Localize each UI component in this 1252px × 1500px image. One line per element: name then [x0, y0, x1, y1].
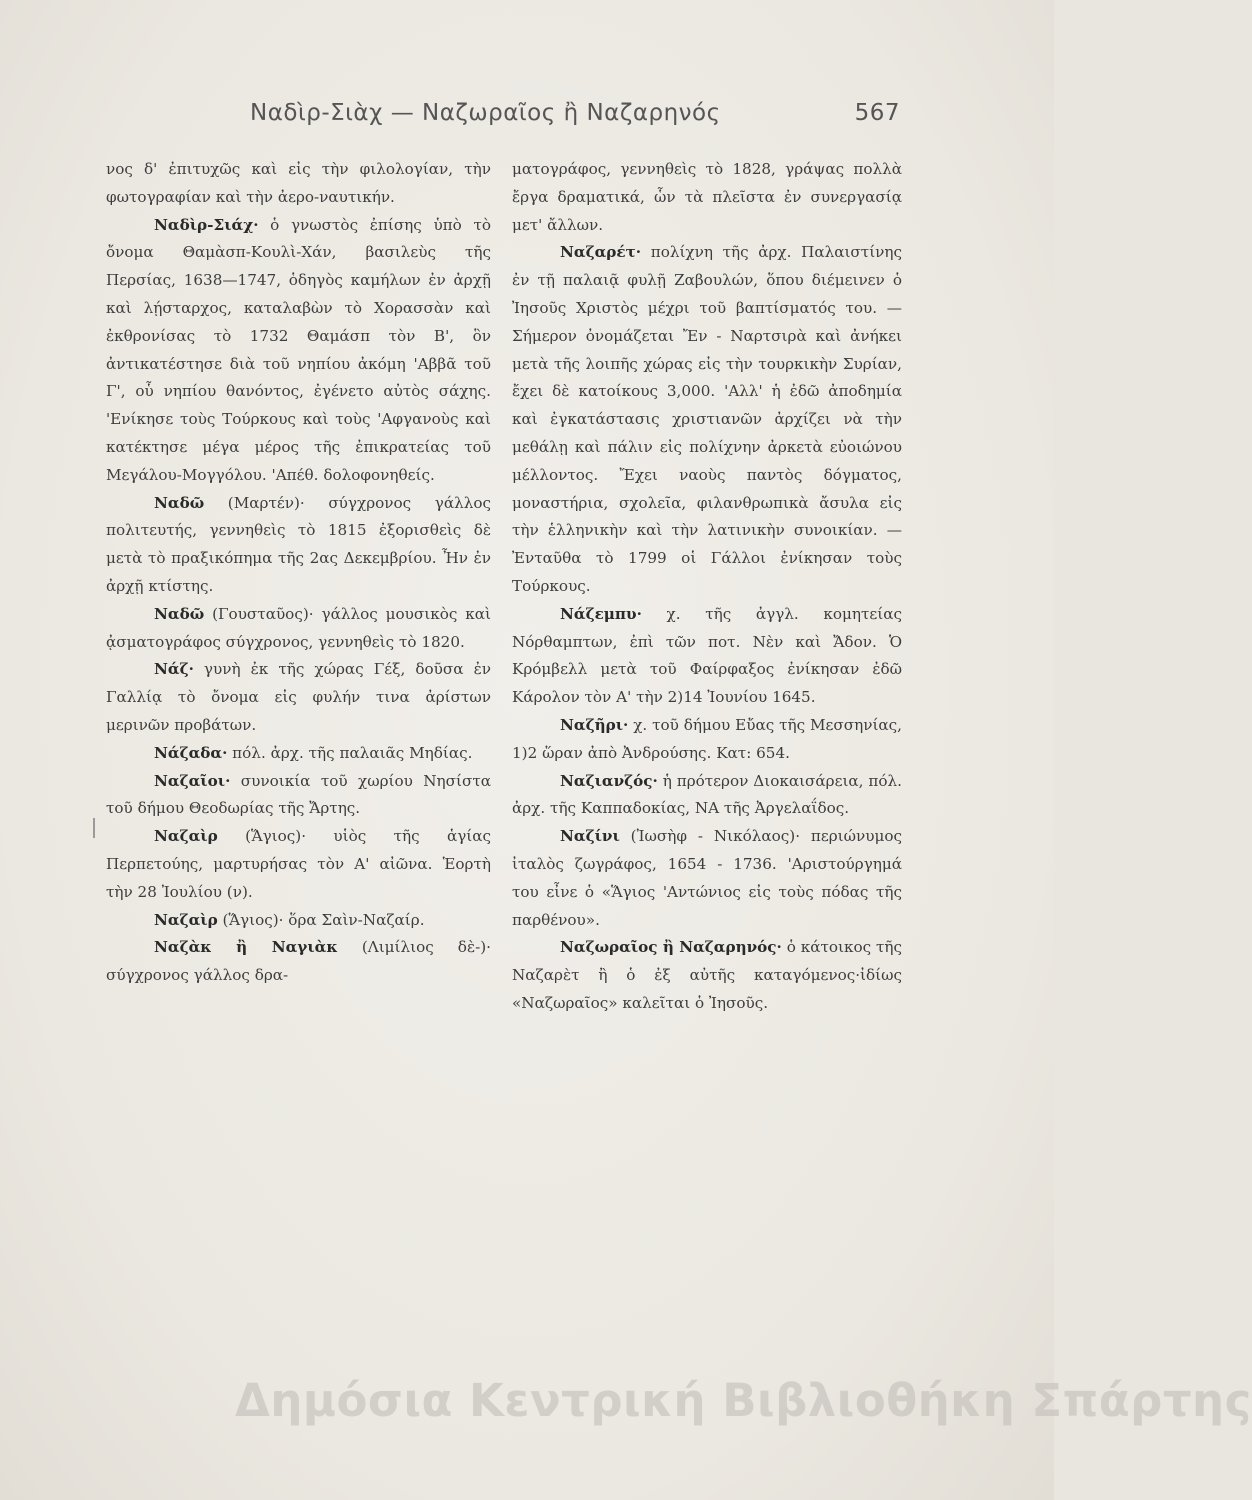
entry-headword: Ναζαῖοι· [154, 771, 231, 790]
entry-naziri [512, 712, 902, 768]
entry-text: χ. τοῦ δήμου Εὔας τῆς Μεσσηνίας, 1)2 ὥραν ἀπὸ Ἀνδρούσης. Κατ: 654. [512, 715, 902, 762]
entry-nazianzos [512, 768, 902, 824]
entry-headword: Ναζαὶρ [154, 827, 218, 846]
entry-nado-marten [106, 490, 491, 601]
library-watermark: Δημόσια Κεντρική Βιβλιοθήκη Σπάρτης [235, 1374, 1252, 1427]
margin-mark [93, 818, 95, 838]
entry-headword: Νάζεμπυ· [560, 604, 642, 623]
entry-text: (Λιμίλιος δὲ-)· σύγχρονος γάλλος δρα- [106, 938, 491, 985]
entry-text: ὁ γνωστὸς ἐπίσης ὑπὸ τὸ ὄνομα Θαμὰσπ-Κουλὶ-Χάν, βασιλεὺς τῆς Περσίας, 1638—1747, ὁδηγὸς καμήλων ἐν ἀρχῇ καὶ λῄσταρχος, καταλαβὼν τὸ Χορασσὰν καὶ ἐκθρονίσας τὸ 1732 Θαμάσπ τὸν Β', ὃν ἀντικατέστησε διὰ τοῦ νηπίου ἀκόμη 'Αββᾶ τοῦ Γ', οὗ νηπίου θανόντος, ἐγένετο αὐτὸς σάχης. 'Ενίκησε τοὺς Τούρκους καὶ τοὺς 'Αφγανοὺς καὶ κατέκτησε μέγα μέρος τῆς ἐπικρατείας τοῦ Μεγάλου-Μογγόλου. 'Απέθ. δολοφονηθείς. [106, 215, 491, 484]
entry-nazoraios [512, 934, 902, 1017]
entry-nazada [106, 740, 491, 768]
entry-headword: Ναζαὶρ [154, 910, 218, 929]
entry-headword: Ναζιανζός· [560, 771, 658, 790]
entry-headword: Ναζῆρι· [560, 715, 629, 734]
page-number: 567 [854, 100, 900, 126]
entry-nazaioi [106, 768, 491, 824]
entry-text: πόλ. ἀρχ. τῆς παλαιᾶς Μηδίας. [227, 743, 473, 762]
right-column [512, 156, 902, 1018]
entry-headword: Ναζωραῖος ἢ Ναζαρηνός· [560, 938, 782, 957]
entry-headword: Ναζὰκ ἢ Ναγιὰκ [154, 938, 338, 957]
entry-continuation: ματογράφος, γεννηθεὶς τὸ 1828, γράψας πολλὰ ἔργα δραματικά, ὧν τὰ πλεῖστα ἐν συνεργασίᾳ μετ' ἄλλων. [512, 160, 902, 234]
entry-headword: Ναζαρέτ· [560, 243, 642, 262]
entry-headword: Ναδῶ [154, 493, 205, 512]
entry-text: πολίχνη τῆς ἀρχ. Παλαιστίνης ἐν τῇ παλαιᾷ φυλῇ Ζαβουλών, ὅπου διέμεινεν ὁ Ἰησοῦς Χριστὸς μέχρι τοῦ βαπτίσματός του. — Σήμερον ὀνομάζεται Ἔν - Ναρτσιρὰ καὶ ἀνήκει μετὰ τῆς λοιπῆς χώρας εἰς τὴν τουρκικὴν Συρίαν, ἔχει δὲ κατοίκους 3,000. 'Αλλ' ἡ ἐδῶ ἀποδημία καὶ ἐγκατάστασις χριστιανῶν ἀρχίζει νὰ τὴν μεθάλῃ καὶ πάλιν εἰς πολίχνην ἀρκετὰ εὐοιώνου μέλλοντος. Ἔχει ναοὺς παντὸς δόγματος, μοναστήρια, σχολεῖα, φιλανθρωπικὰ ἄσυλα εἰς τὴν ἑλληνικὴν καὶ τὴν λατινικὴν συνοικίαν. — Ἐνταῦθα τὸ 1799 οἱ Γάλλοι ἐνίκησαν τοὺς Τούρκους. [512, 243, 902, 595]
entry-nado-gustave [106, 601, 491, 657]
entry-nazair-saint [106, 823, 491, 906]
entry-nazair-see [106, 907, 491, 935]
entry-headword: Ναδὶρ-Σιάχ· [154, 215, 259, 234]
entry-nazini [512, 823, 902, 934]
entry-text: γυνὴ ἐκ τῆς χώρας Γέξ, δοῦσα ἐν Γαλλίᾳ τὸ ὄνομα εἰς φυλήν τινα ἀρίστων μερινῶν προβάτων. [106, 660, 491, 734]
entry-continuation: νος δ' ἐπιτυχῶς καὶ εἰς τὴν φιλολογίαν, τὴν φωτογραφίαν καὶ τὴν ἀερο-ναυτικήν. [106, 160, 491, 206]
entry-headword: Νάζ· [154, 660, 194, 679]
entry-text: (Γουσταῦος)· γάλλος μουσικὸς καὶ ᾀσματογράφος σύγχρονος, γεννηθεὶς τὸ 1820. [106, 604, 491, 651]
entry-nazeby [512, 601, 902, 712]
entry-headword: Ναδῶ [154, 604, 205, 623]
entry-text: (Ἅγιος)· ὅρα Σαὶν-Ναζαίρ. [217, 910, 425, 929]
entry-text: ὁ κάτοικος τῆς Ναζαρὲτ ἢ ὁ ἐξ αὐτῆς καταγόμενος·ἰδίως «Ναζωραῖος» καλεῖται ὁ Ἰησοῦς. [512, 938, 902, 1012]
running-header [250, 94, 910, 134]
entry-text: χ. τῆς ἀγγλ. κομητείας Νόρθαμπτων, ἐπὶ τῶν ποτ. Νὲν καὶ Ἄδον. Ὁ Κρόμβελλ μετὰ τοῦ Φαίρφαξος ἐνίκησαν ἐδῶ Κάρολον τὸν Α' τὴν 2)14 Ἰουνίου 1645. [512, 604, 902, 707]
header-title: Ναδὶρ-Σιὰχ — Ναζωραῖος ἢ Ναζαρηνός [250, 100, 721, 126]
entry-text: (Ἅγιος)· υἱὸς τῆς ἁγίας Περπετούης, μαρτυρήσας τὸν Α' αἰῶνα. Ἑορτὴ τὴν 28 Ἰουλίου (ν). [106, 827, 491, 901]
entry-nadir-siach [106, 212, 491, 490]
entry-text: (Μαρτέν)· σύγχρονος γάλλος πολιτευτής, γεννηθεὶς τὸ 1815 ἐξορισθεὶς δὲ μετὰ τὸ πραξικόπημα τῆς 2ας Δεκεμβρίου. Ἦν ἐν ἀρχῇ κτίστης. [106, 493, 491, 595]
entry-text: συνοικία τοῦ χωρίου Νησίστα τοῦ δήμου Θεοδωρίας τῆς Ἄρτης. [106, 771, 491, 818]
entry-nazak [106, 934, 491, 990]
entry-text: (Ἰωσὴφ - Νικόλαος)· περιώνυμος ἰταλὸς ζωγράφος, 1654 - 1736. 'Αριστούργημά του εἶνε ὁ «Ἅγιος 'Αντώνιος εἰς τοὺς πόδας τῆς παρθένου». [512, 827, 902, 929]
entry-naz [106, 656, 491, 739]
entry-text: ἡ πρότερον Διοκαισάρεια, πόλ. ἀρχ. τῆς Καππαδοκίας, ΝΑ τῆς Ἀργελαΐδος. [512, 771, 902, 818]
entry-headword: Νάζαδα· [154, 743, 228, 762]
entry-headword: Ναζίνι [560, 827, 620, 846]
left-column [106, 156, 491, 990]
entry-nazaret [512, 239, 902, 600]
